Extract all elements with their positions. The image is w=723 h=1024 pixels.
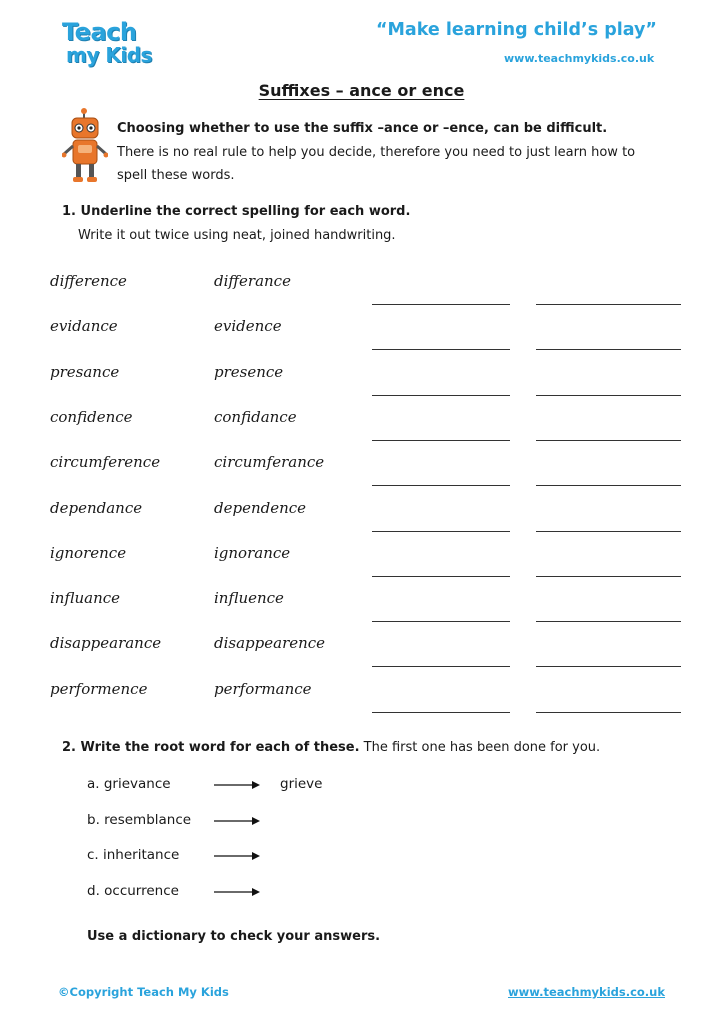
question-2-note: The first one has been done for you. <box>359 740 601 755</box>
teach-my-kids-logo <box>62 18 162 74</box>
word-option-a[interactable]: circumference <box>50 453 161 472</box>
handwriting-line-1[interactable] <box>372 395 510 396</box>
root-word-item: b. resemblance <box>87 811 192 828</box>
handwriting-line-1[interactable] <box>372 349 510 350</box>
question-1-heading: 1. Underline the correct spelling for each word. <box>62 204 411 219</box>
robot-icon <box>62 108 108 186</box>
word-option-b[interactable]: evidence <box>214 317 282 336</box>
word-option-b[interactable]: dependence <box>214 498 307 517</box>
handwriting-line-2[interactable] <box>536 621 681 622</box>
handwriting-line-2[interactable] <box>536 712 681 713</box>
root-word-item: d. occurrence <box>87 883 179 900</box>
question-1-instruction: Write it out twice using neat, joined handwriting. <box>78 228 396 243</box>
word-option-a[interactable]: confidence <box>50 407 133 426</box>
header-url[interactable]: www.teachmykids.co.uk <box>504 52 655 65</box>
handwriting-line-2[interactable] <box>536 485 681 486</box>
handwriting-line-1[interactable] <box>372 440 510 441</box>
handwriting-line-1[interactable] <box>372 304 510 305</box>
root-word-answer[interactable]: grieve <box>280 776 323 792</box>
word-option-a[interactable]: presance <box>50 362 120 381</box>
arrow-right-icon <box>214 851 260 861</box>
logo-teach-text: Teach <box>62 18 137 46</box>
arrow-right-icon <box>214 816 260 826</box>
handwriting-line-1[interactable] <box>372 485 510 486</box>
root-word-item: c. inheritance <box>87 847 180 864</box>
word-option-a[interactable]: ignorence <box>50 543 127 562</box>
word-option-b[interactable]: circumferance <box>214 453 325 472</box>
handwriting-line-1[interactable] <box>372 621 510 622</box>
word-option-b[interactable]: ignorance <box>214 543 291 562</box>
closing-instruction: Use a dictionary to check your answers. <box>87 929 381 944</box>
word-option-b[interactable]: confidance <box>214 407 297 426</box>
handwriting-line-2[interactable] <box>536 666 681 667</box>
word-option-a[interactable]: dependance <box>50 498 143 517</box>
handwriting-line-2[interactable] <box>536 349 681 350</box>
footer-url[interactable]: www.teachmykids.co.uk <box>508 985 666 999</box>
handwriting-line-2[interactable] <box>536 440 681 441</box>
word-option-b[interactable]: performance <box>214 679 312 698</box>
word-option-a[interactable]: influance <box>50 589 121 608</box>
word-option-b[interactable]: presence <box>214 362 284 381</box>
intro-line-2: spell these words. <box>117 168 235 183</box>
handwriting-line-1[interactable] <box>372 712 510 713</box>
handwriting-line-1[interactable] <box>372 576 510 577</box>
intro-line-1: There is no real rule to help you decide, therefore you need to just learn how to <box>117 145 636 160</box>
word-option-a[interactable]: performence <box>50 679 148 698</box>
handwriting-line-2[interactable] <box>536 395 681 396</box>
logo-mykids-text: my Kids <box>66 43 152 67</box>
word-option-b[interactable]: differance <box>214 272 291 290</box>
handwriting-line-2[interactable] <box>536 304 681 305</box>
question-2-heading-line <box>62 740 600 755</box>
handwriting-line-1[interactable] <box>372 666 510 667</box>
question-2-heading: 2. Write the root word for each of these. <box>62 740 360 755</box>
handwriting-line-1[interactable] <box>372 531 510 532</box>
handwriting-line-2[interactable] <box>536 576 681 577</box>
arrow-right-icon <box>214 887 260 897</box>
root-word-item: a. grievance <box>87 776 171 792</box>
word-option-a[interactable]: difference <box>50 272 127 290</box>
tagline: “Make learning child’s play” <box>376 20 657 40</box>
page-title: Suffixes – ance or ence <box>258 81 465 100</box>
word-option-a[interactable]: disappearance <box>50 634 162 653</box>
word-option-b[interactable]: influence <box>214 589 284 608</box>
footer-copyright: ©Copyright Teach My Kids <box>58 985 229 999</box>
intro-bold-text: Choosing whether to use the suffix –ance or –ence, can be difficult. <box>117 121 608 136</box>
arrow-right-icon <box>214 780 260 790</box>
word-option-b[interactable]: disappearence <box>214 634 326 653</box>
handwriting-line-2[interactable] <box>536 531 681 532</box>
word-option-a[interactable]: evidance <box>50 317 118 336</box>
